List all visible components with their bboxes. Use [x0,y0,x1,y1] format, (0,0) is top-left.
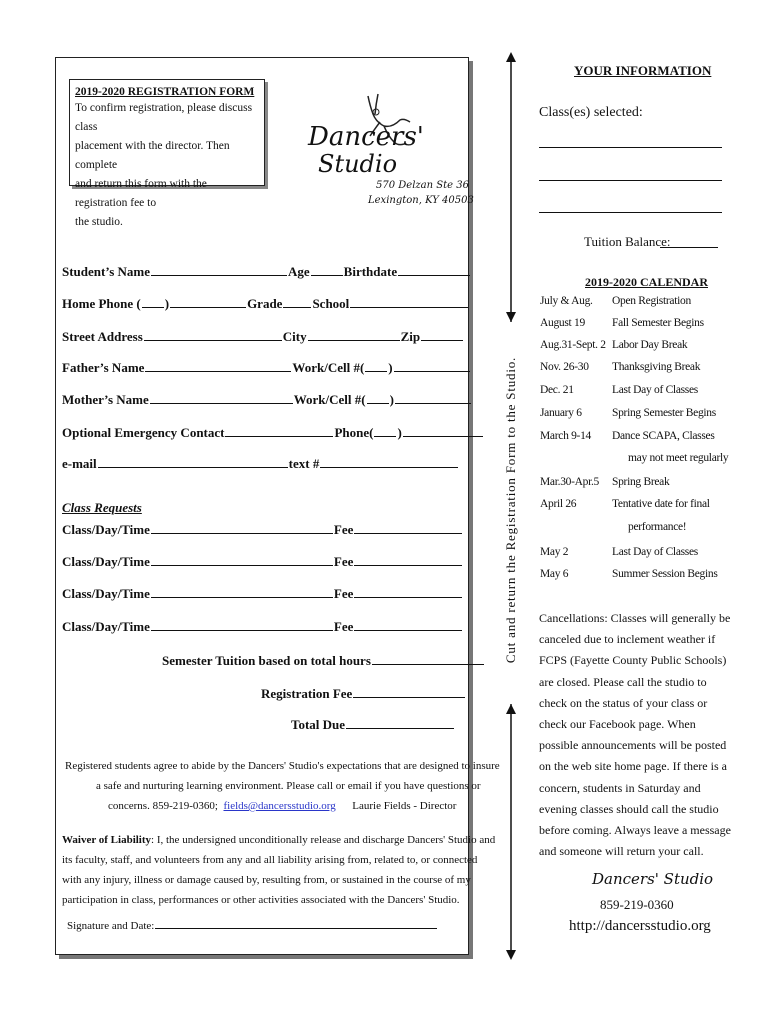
calendar-date: August 19 [540,317,585,329]
logo-text-dancers: Dancers' [308,122,424,152]
emergency-field[interactable] [225,424,333,437]
cancellation-line: and someone will return your call. [539,844,704,859]
age-field[interactable] [311,263,343,276]
calendar-date: April 26 [540,498,577,510]
class-request-row [62,553,463,571]
cancellation-line: are closed. Please call the studio to [539,674,707,689]
email-row [62,455,459,473]
waiver-line2: its faculty, staff, and volunteers from any and all liability arising from, related to, or connected [62,854,478,866]
form-header-title: 2019-2020 REGISTRATION FORM [75,86,255,98]
signature-label: Signature and Date: [67,920,155,932]
cancellation-line: FCPS (Fayette County Public Schools) [539,653,727,668]
registration-fee-label: Registration Fee [261,686,353,701]
class-label: Class/Day/Time [62,522,150,537]
studio-phone: 859-219-0360 [600,897,674,912]
mother-phone-field[interactable] [395,391,471,404]
city-label: City [282,329,307,344]
form-header-line: and return this form with the registration fee to [75,178,207,209]
cancellation-line: check on the status of your class or [539,695,708,710]
calendar-date: January 6 [540,407,582,419]
mother-area-field[interactable] [367,391,389,404]
agreement-line3 [108,796,456,816]
calendar-date: May 6 [540,568,569,580]
studio-website[interactable]: http://dancersstudio.org [569,918,711,934]
calendar-date: Mar.30-Apr.5 [540,476,600,488]
calendar-date: Aug.31-Sept. 2 [540,339,606,351]
email-label: e-mail [62,456,97,471]
agreement-line1: Registered students agree to abide by the Dancers' Studio's expectations that are designed to insure [65,760,500,772]
studio-name: Dancers' Studio [592,870,714,888]
total-due-row [291,716,455,734]
calendar-date: July & Aug. [540,295,593,307]
emergency-area-field[interactable] [374,424,396,437]
studio-address-line2: Lexington, KY 40503 [368,195,474,206]
form-header-box [69,79,265,228]
classes-selected-label: Class(es) selected: [539,105,643,120]
calendar-title: 2019-2020 CALENDAR [585,275,708,289]
street-field[interactable] [144,328,282,341]
waiver-title: Waiver of Liability [62,834,152,846]
zip-field[interactable] [421,328,463,341]
mother-row [62,391,472,409]
workcell-label: Work/Cell #( [293,392,366,407]
street-label: Street Address [62,329,143,344]
grade-field[interactable] [283,295,311,308]
calendar-date: March 9-14 [540,430,591,442]
father-label: Father’s Name [62,360,145,375]
text-label: text # [288,456,320,471]
studio-address-line1: 570 Delzan Ste 36 [376,180,469,191]
total-due-label: Total Due [291,717,346,732]
birthdate-label: Birthdate [343,264,398,279]
fee-field[interactable] [354,585,462,598]
tuition-balance-field[interactable] [660,247,718,248]
calendar-event: Summer Session Begins [612,568,718,580]
text-field[interactable] [320,455,458,468]
father-row [62,359,471,377]
calendar-event: Fall Semester Begins [612,317,704,329]
paren: ) [388,360,393,375]
student-name-field[interactable] [151,263,287,276]
mother-field[interactable] [150,391,293,404]
classes-line[interactable] [539,180,722,181]
cancellation-line: possible announcements will be posted [539,738,727,753]
cancellation-line: before coming. Always leave a message [539,823,731,838]
city-field[interactable] [308,328,400,341]
phone-label: Phone( [334,425,374,440]
cancellation-line: evening classes should call the studio [539,801,719,816]
calendar-event: Open Registration [612,295,691,307]
fee-label: Fee [333,619,354,634]
fee-label: Fee [333,554,354,569]
signature-field[interactable] [155,916,437,929]
agreement-phone: concerns. 859-219-0360; [108,800,218,812]
emergency-phone-field[interactable] [403,424,483,437]
cut-instruction-text: Cut and return the Registration Form to the Studio. [503,356,518,664]
registration-fee-field[interactable] [353,685,465,698]
calendar-event: performance! [628,521,687,533]
cancellation-line: check our Facebook page. When [539,717,696,732]
calendar-event: Spring Break [612,476,670,488]
class-request-row [62,521,463,539]
student-name-label: Student’s Name [62,264,150,279]
calendar-date: Nov. 26-30 [540,361,589,373]
cancellation-line: on the web site home page. If there is a [539,759,727,774]
student-name-row [62,263,471,281]
emergency-label: Optional Emergency Contact [62,425,225,440]
paren: ) [397,425,402,440]
emergency-row [62,424,484,442]
home-phone-area-field[interactable] [142,295,164,308]
waiver-line4: participation in class, performances or other activities associated with the Dancers' Studio. [62,894,460,906]
calendar-event: Last Day of Classes [612,384,698,396]
cancellation-notice [539,608,731,862]
classes-line[interactable] [539,212,722,213]
semester-tuition-field[interactable] [372,652,484,665]
cancellation-line: canceled due to inclement weather if [539,632,716,647]
father-field[interactable] [145,359,291,372]
tuition-balance-label: Tuition Balance: [584,234,671,249]
school-label: School [312,296,350,311]
email-field[interactable] [98,455,288,468]
calendar-date: Dec. 21 [540,384,574,396]
fee-label: Fee [333,586,354,601]
grade-label: Grade [247,296,283,311]
agreement-line2: a safe and nurturing learning environment. Please call or email if you have questions or [96,780,481,792]
class-requests-heading: Class Requests [62,500,142,515]
calendar-event: Labor Day Break [612,339,688,351]
class-label: Class/Day/Time [62,554,150,569]
home-phone-label: Home Phone ( [62,296,141,311]
waiver-line3: with any injury, illness or damage caused by, resulting from, or sustained in the course of my [62,874,471,886]
form-header-line: the studio. [75,216,123,228]
cancellation-line: concern, students in Saturday and [539,780,701,795]
class-label: Class/Day/Time [62,619,150,634]
signature-row [67,916,438,936]
class-field[interactable] [151,553,333,566]
calendar-date: May 2 [540,546,569,558]
mother-label: Mother’s Name [62,392,149,407]
class-field[interactable] [151,618,333,631]
class-label: Class/Day/Time [62,586,150,601]
school-field[interactable] [350,295,468,308]
form-header-line: placement with the director. Then complete [75,140,230,171]
home-phone-row [62,295,469,313]
zip-label: Zip [400,329,421,344]
address-row [62,328,464,346]
home-phone-field[interactable] [170,295,246,308]
fee-field[interactable] [354,521,462,534]
fee-label: Fee [333,522,354,537]
calendar-event: Dance SCAPA, Classes [612,430,715,442]
father-phone-field[interactable] [394,359,470,372]
fee-field[interactable] [354,618,462,631]
form-header-line: To confirm registration, please discuss class [75,102,253,133]
birthdate-field[interactable] [398,263,470,276]
registration-fee-row [261,685,466,703]
semester-tuition-label: Semester Tuition based on total hours [162,653,371,668]
age-label: Age [288,264,310,279]
classes-line[interactable] [539,147,722,148]
studio-email-link[interactable]: fields@dancersstudio.org [223,800,336,812]
logo-text-studio: Studio [318,150,398,178]
calendar-event: may not meet regularly [628,452,729,464]
class-request-row [62,585,463,603]
class-field[interactable] [151,585,333,598]
semester-tuition-row [162,652,485,670]
cancellation-line: Cancellations: Classes will generally be [539,611,731,625]
total-due-field[interactable] [346,716,454,729]
class-field[interactable] [151,521,333,534]
calendar-event: Thanksgiving Break [612,361,701,373]
fee-field[interactable] [354,553,462,566]
calendar-event: Spring Semester Begins [612,407,716,419]
paren: ) [389,392,394,407]
waiver-line1 [62,830,495,850]
workcell-label: Work/Cell #( [292,360,365,375]
calendar-event: Tentative date for final [612,498,710,510]
paren: ) [164,296,170,311]
calendar-event: Last Day of Classes [612,546,698,558]
waiver-text: : I, the undersigned unconditionally release and discharge Dancers' Studio and [151,834,496,846]
director-name: Laurie Fields - Director [352,800,457,812]
father-area-field[interactable] [365,359,387,372]
your-information-title: YOUR INFORMATION [574,63,712,78]
class-request-row [62,618,463,636]
